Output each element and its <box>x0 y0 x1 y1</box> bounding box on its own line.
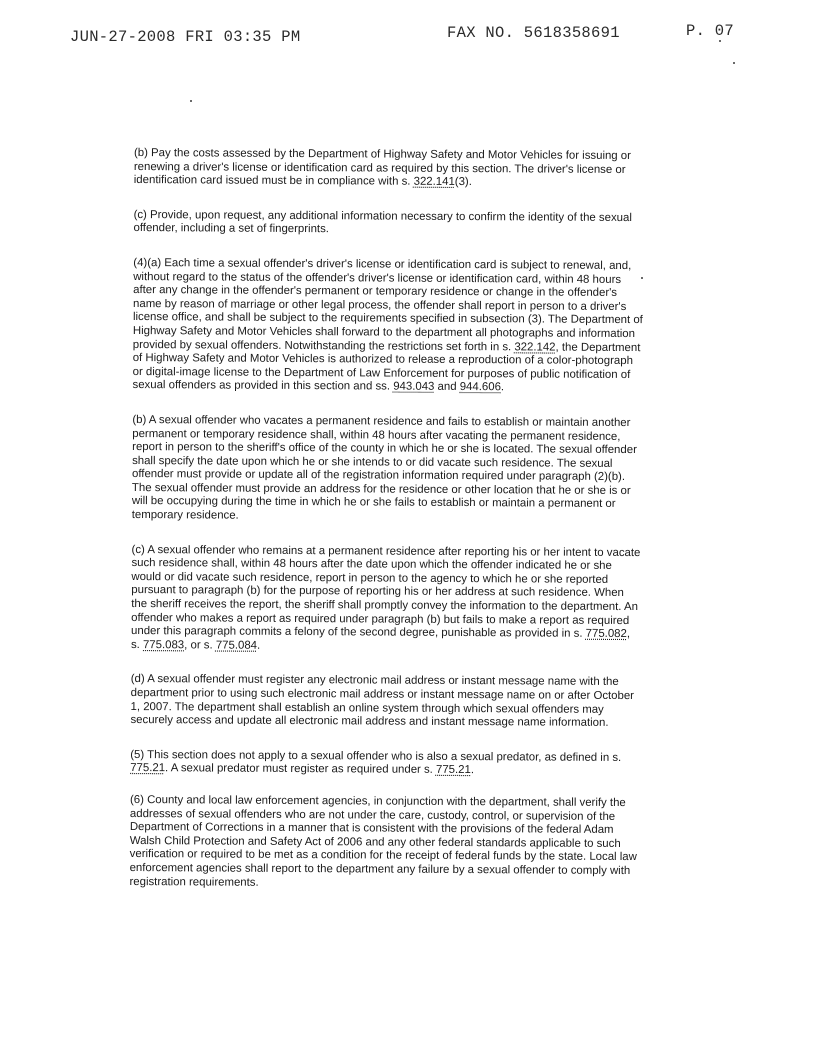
statute-reference-link[interactable]: 775.082 <box>585 627 627 641</box>
paragraph-text: , or s. <box>184 639 216 652</box>
statute-reference-link[interactable]: 775.084 <box>215 639 258 652</box>
paragraph-text: , the Department of Highway Safety and Motor Vehicles is authorized to release a reproduction of a color-photograph or digital-image license to the Department of Law Enforcement for purposes of public notification of sexual offenders as provided in this section and ss. <box>132 341 641 393</box>
statute-reference-link[interactable]: 775.083 <box>142 638 185 652</box>
paragraph-text: . <box>470 764 475 777</box>
paragraph-text: and <box>434 381 460 394</box>
paragraph-text: . A sexual predator must register as required under s. <box>165 762 437 777</box>
paragraph-text: (6) County and local law enforcement agencies, in conjunction with the department, shall verify the addresses of sexual offenders who are not under the care, custody, control, or supervision of the Department of Corrections in a manner that is consistent with the provisions of the federal Adam Walsh Child Protection and Safety Act of 2006 and any other federal standards applicable to such verification or required to be met as a condition for the receipt of federal funds by the state. Local law enforcement agencies shall report to the department any failure by a sexual offender to comply with registration requirements. <box>129 793 637 889</box>
fax-number: FAX NO. 5618358691 <box>447 24 620 42</box>
paragraph-text: (b) Pay the costs assessed by the Department of Highway Safety and Motor Vehicles for issuing or renewing a driver's license or identification card as required by this section. The driver's license or identification card issued must be in compliance with s. <box>133 147 631 188</box>
paragraph-text: (d) A sexual offender must register any electronic mail address or instant message name with the department prior to using such electronic mail address or instant message name on or after October 1, 2007. The department shall establish an online system through which sexual offenders may securely access and update all electronic mail address and instant message name information. <box>130 673 635 730</box>
paragraph-text: . <box>256 639 261 652</box>
fax-header <box>0 0 816 50</box>
paragraph-4c-remains <box>131 544 642 656</box>
paragraph-text: (b) A sexual offender who vacates a permanent residence and fails to establish or maintain another permanent or temporary residence shall, within 48 hours after vacating the permanent residence, report in person to the sheriff's office of the county in which he or she is located. The sexual offender shall specify the date upon which he or she intends to or did vacate such residence. The sexual offender must provide or update all of the registration information required under paragraph (2)(b). The sexual offender must provide an address for the residence or other location that he or she is or will be occupying during the time in which he or she fails to establish or maintain a permanent or temporary residence. <box>131 413 637 522</box>
statute-reference-link[interactable]: 943.043 <box>393 380 435 394</box>
fax-datetime: JUN-27-2008 FRI 03:35 PM <box>70 28 301 46</box>
paragraph-text: (3). <box>454 176 472 189</box>
paragraph-text: . <box>500 381 505 394</box>
paragraph-6-verification <box>129 794 640 892</box>
paragraph-text: (4)(a) Each time a sexual offender's driver's license or identification card is subject to renewal, and, without regard to the status of the offender's driver's license or identification card, within 48 hours after any change in the offender's permanent or temporary residence or change in the offender's name by reason of marriage or other legal process, the offender shall report in person to a driver's license office, and shall be subject to the requirements specified in subsection (3). The Department of Highway Safety and Motor Vehicles shall forward to the department all photographs and information provided by sexual offenders. Notwithstanding the restrictions set forth in s. <box>132 256 643 353</box>
paragraph-2b-costs <box>134 147 644 191</box>
paragraph-4a-renewal <box>132 257 643 396</box>
paragraph-4d-email <box>130 673 640 730</box>
statute-reference-link[interactable]: 944.606 <box>459 381 501 394</box>
paragraph-text: (5) This section does not apply to a sexual offender who is also a sexual predator, as defined in s. <box>130 748 622 764</box>
statute-reference-link[interactable]: 322.142 <box>514 340 556 354</box>
scan-speck <box>733 62 735 64</box>
statute-reference-link[interactable]: 322.141 <box>413 175 455 189</box>
paragraph-2c-identity <box>133 209 643 239</box>
document-body <box>129 147 644 913</box>
paragraph-text: (c) A sexual offender who remains at a permanent residence after reporting his or her intent to vacate such residence shall, within 48 hours after the date upon which the offender indicated he or she would or did vacate such residence, report in person to the agency to which he or she reported pursuant to paragraph (b) for the purpose of reporting his or her address at such residence. When the sheriff receives the report, the sheriff shall promptly convey the information to the department. An offender who makes a report as required under paragraph (b) but fails to make a report as required under this paragraph commits a felony of the second degree, punishable as provided in s. <box>131 543 641 640</box>
paragraph-text: , s. <box>130 628 631 651</box>
fax-page-number: P. 07 <box>686 22 735 40</box>
paragraph-5-predator <box>130 749 640 779</box>
statute-reference-link[interactable]: 775.21 <box>130 762 166 775</box>
scan-speck <box>190 100 192 102</box>
statute-reference-link[interactable]: 775.21 <box>435 764 471 777</box>
scan-speck <box>719 40 721 42</box>
paragraph-4b-vacate <box>132 414 643 526</box>
paragraph-text: (c) Provide, upon request, any additional information necessary to confirm the identity of the sexual offender, including a set of fingerprints. <box>133 208 632 236</box>
